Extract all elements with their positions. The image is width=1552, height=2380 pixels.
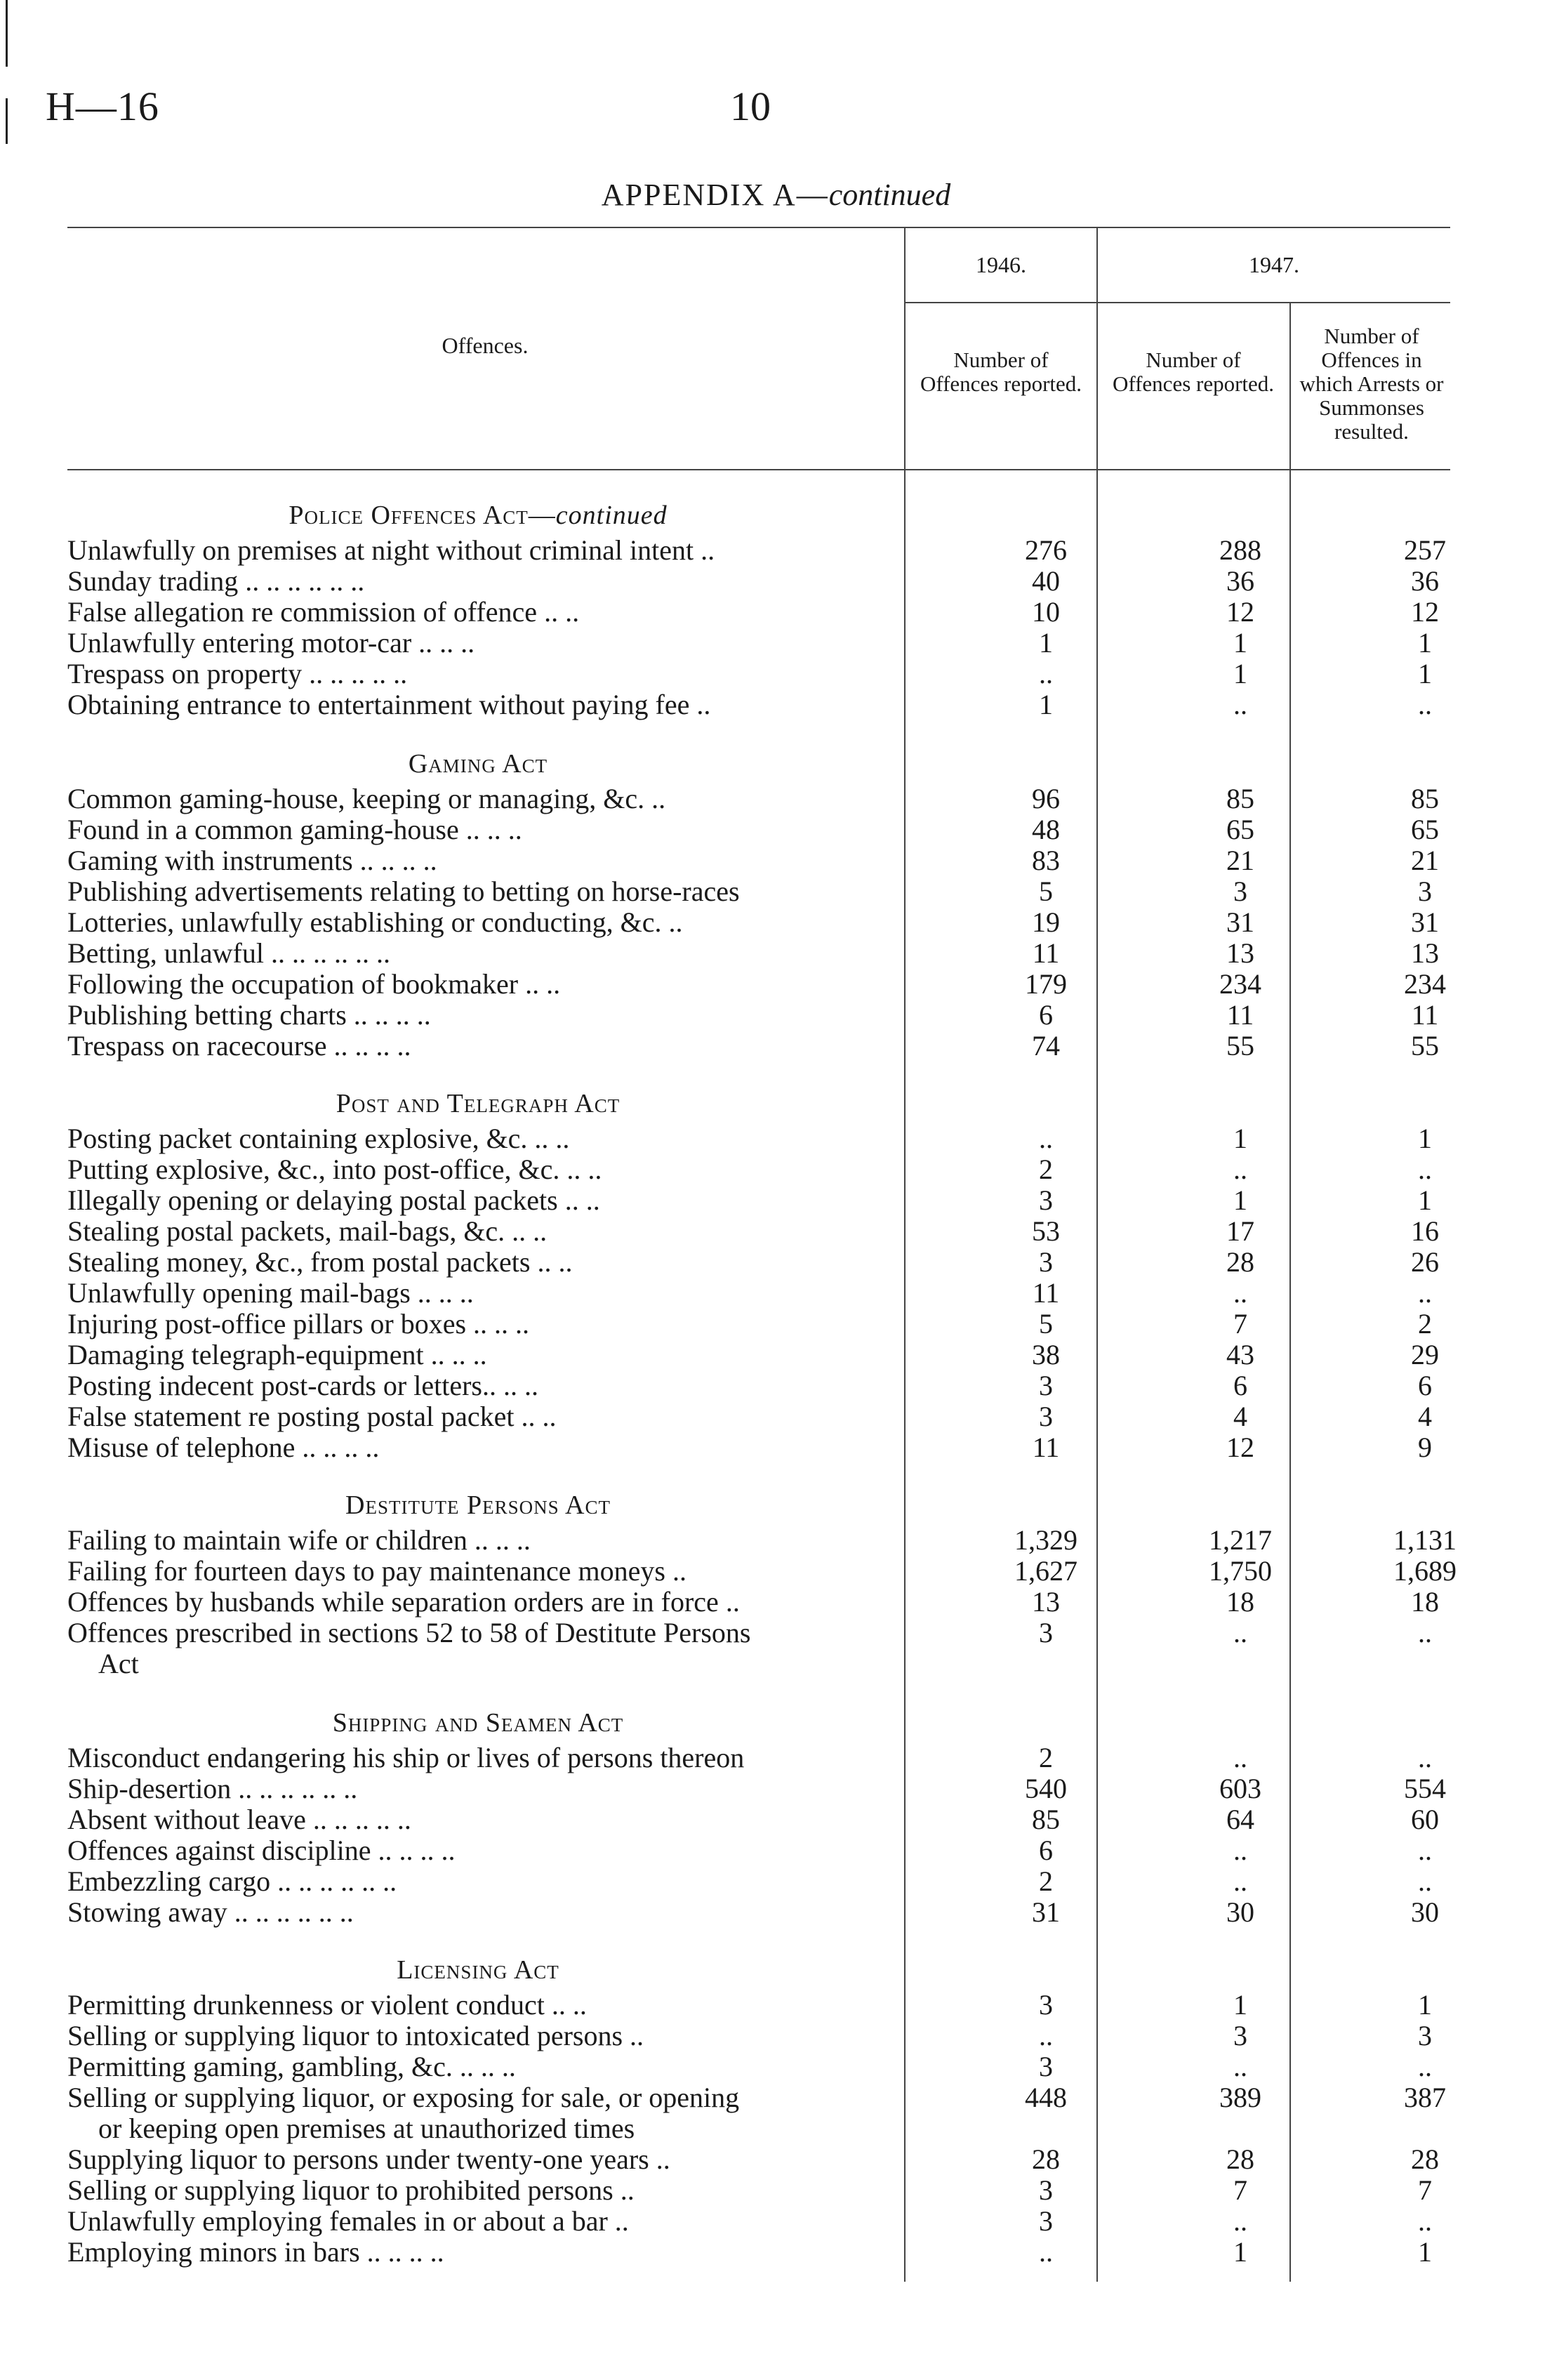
- page-number: 10: [730, 84, 771, 129]
- table-row: [0, 597, 1552, 628]
- value-arrests: ..: [1418, 1742, 1432, 1773]
- value-arrests: 12: [1411, 596, 1439, 628]
- table-row: [0, 1370, 1552, 1401]
- value-arrests: 21: [1411, 845, 1439, 876]
- table-row: [0, 1123, 1552, 1154]
- offence-label: Unlawfully opening mail-bags .. .. ..: [67, 1278, 474, 1309]
- value-arrests: 11: [1411, 999, 1439, 1031]
- header-bottom-rule: [67, 469, 1450, 470]
- table-row: [0, 1897, 1552, 1928]
- value-1947: 30: [1226, 1896, 1254, 1928]
- table-row: [0, 1247, 1552, 1278]
- value-1946: 3: [1039, 1989, 1053, 2021]
- value-1946: 1: [1039, 627, 1053, 659]
- value-1947: 7: [1233, 1308, 1247, 1340]
- appendix-title: [0, 177, 1552, 213]
- value-1947: 1: [1233, 1123, 1247, 1154]
- value-1947: 6: [1233, 1370, 1247, 1401]
- offence-label: Failing to maintain wife or children .. .. ..: [67, 1525, 531, 1556]
- offence-label: Stowing away .. .. .. .. .. ..: [67, 1897, 354, 1928]
- offence-label: Following the occupation of bookmaker .. ..: [67, 969, 561, 1000]
- offence-label: False statement re posting postal packet .. ..: [67, 1401, 557, 1432]
- value-1947: 21: [1226, 845, 1254, 876]
- value-1947: ..: [1233, 1617, 1247, 1648]
- value-arrests: 85: [1411, 783, 1439, 814]
- offence-label: Offences by husbands while separation orders are in force ..: [67, 1587, 740, 1618]
- offence-label: Employing minors in bars .. .. .. ..: [67, 2237, 444, 2268]
- value-arrests: 1: [1418, 658, 1432, 689]
- value-1947: 17: [1226, 1215, 1254, 1247]
- offence-label: Misconduct endangering his ship or lives of persons thereon: [67, 1743, 745, 1773]
- value-arrests: ..: [1418, 1834, 1432, 1866]
- value-arrests: 1: [1418, 1184, 1432, 1216]
- value-1946: ..: [1039, 2236, 1053, 2268]
- table-row: [0, 1031, 1552, 1062]
- offence-label: Failing for fourteen days to pay maintenance moneys ..: [67, 1556, 687, 1587]
- table-row: [0, 1309, 1552, 1340]
- section-title: Shipping and Seamen Act: [332, 1708, 624, 1738]
- value-arrests: 2: [1418, 1308, 1432, 1340]
- table-row: [0, 2237, 1552, 2268]
- table-row: [0, 1804, 1552, 1835]
- value-1946: 53: [1032, 1215, 1060, 1247]
- table-row: [0, 2206, 1552, 2237]
- offence-label: Offences prescribed in sections 52 to 58 of Destitute Persons Act: [67, 1617, 751, 1679]
- value-arrests: ..: [1418, 1617, 1432, 1648]
- value-1946: 3: [1039, 1617, 1053, 1648]
- value-arrests: 1: [1418, 1989, 1432, 2021]
- value-1946: 1,329: [1014, 1524, 1077, 1556]
- offence-label: Gaming with instruments .. .. .. ..: [67, 845, 437, 876]
- value-1946: 40: [1032, 565, 1060, 597]
- offence-label: Illegally opening or delaying postal packets .. ..: [67, 1185, 600, 1216]
- value-1946: 448: [1025, 2082, 1067, 2113]
- value-1947: 1: [1233, 1989, 1247, 2021]
- table-row: [0, 1216, 1552, 1247]
- value-arrests: ..: [1418, 689, 1432, 720]
- value-1946: ..: [1039, 2020, 1053, 2051]
- table-row: [0, 628, 1552, 659]
- value-1947: 389: [1219, 2082, 1261, 2113]
- table-top-rule: [67, 227, 1450, 228]
- value-1946: 31: [1032, 1896, 1060, 1928]
- appendix-title-suffix: continued: [828, 178, 951, 212]
- table-row: [0, 1743, 1552, 1773]
- value-1947: 43: [1226, 1339, 1254, 1370]
- offences-column-header: Offences.: [442, 333, 529, 358]
- value-1946: 48: [1032, 814, 1060, 845]
- value-1947: 12: [1226, 596, 1254, 628]
- value-1947: 65: [1226, 814, 1254, 845]
- value-1946: ..: [1039, 1123, 1053, 1154]
- offence-label: Selling or supplying liquor to prohibited persons ..: [67, 2175, 635, 2206]
- section-title: Destitute Persons Act: [345, 1490, 611, 1520]
- value-arrests: 3: [1418, 2020, 1432, 2051]
- section-title: Licensing Act: [397, 1955, 559, 1985]
- value-1947: 28: [1226, 1246, 1254, 1278]
- table-row: [0, 689, 1552, 720]
- value-1946: 85: [1032, 1804, 1060, 1835]
- value-1947: ..: [1233, 2205, 1247, 2237]
- value-1947: 1: [1233, 658, 1247, 689]
- value-1947: ..: [1233, 2051, 1247, 2082]
- offence-label: Trespass on property .. .. .. .. ..: [67, 659, 408, 689]
- table-row: [0, 1432, 1552, 1463]
- offence-label: Betting, unlawful .. .. .. .. .. ..: [67, 938, 390, 969]
- table-row: [0, 2051, 1552, 2082]
- table-row: [0, 659, 1552, 689]
- offence-label: Posting indecent post-cards or letters.. .. ..: [67, 1370, 538, 1401]
- value-1947: ..: [1233, 1742, 1247, 1773]
- value-1946: 38: [1032, 1339, 1060, 1370]
- value-1946: ..: [1039, 658, 1053, 689]
- offence-label: Stealing money, &c., from postal packets .. ..: [67, 1247, 573, 1278]
- value-1947: 55: [1226, 1030, 1254, 1062]
- value-1947: 28: [1226, 2143, 1254, 2175]
- value-arrests: 13: [1411, 937, 1439, 969]
- value-1946: 276: [1025, 534, 1067, 566]
- value-1947: 3: [1233, 2020, 1247, 2051]
- value-arrests: 387: [1404, 2082, 1446, 2113]
- col-1947-reported-header: Number of Offences reported.: [1112, 348, 1275, 396]
- table-row: [0, 1556, 1552, 1587]
- table-row: [0, 2082, 1552, 2144]
- value-arrests: 65: [1411, 814, 1439, 845]
- table-row: [0, 969, 1552, 1000]
- table-row: [0, 1401, 1552, 1432]
- table-row: [0, 938, 1552, 969]
- value-arrests: ..: [1418, 2205, 1432, 2237]
- offence-label: Supplying liquor to persons under twenty-one years ..: [67, 2144, 670, 2175]
- offence-label: Selling or supplying liquor to intoxicated persons ..: [67, 2021, 644, 2051]
- value-arrests: 18: [1411, 1586, 1439, 1618]
- value-1946: 179: [1025, 968, 1067, 1000]
- table-row: [0, 814, 1552, 845]
- value-1946: 3: [1039, 1370, 1053, 1401]
- value-1946: 2: [1039, 1153, 1053, 1185]
- value-1946: 28: [1032, 2143, 1060, 2175]
- value-1946: 96: [1032, 783, 1060, 814]
- offence-label: Permitting gaming, gambling, &c. .. .. ..: [67, 2051, 516, 2082]
- value-1947: 12: [1226, 1432, 1254, 1463]
- table-row: [0, 2021, 1552, 2051]
- offence-label: Selling or supplying liquor, or exposing for sale, or opening or keeping open premises at unauthorized times: [67, 2082, 740, 2144]
- table-row: [0, 1185, 1552, 1216]
- value-arrests: ..: [1418, 1277, 1432, 1309]
- table-row: [0, 1835, 1552, 1866]
- value-1946: 1,627: [1014, 1555, 1077, 1587]
- value-1947: ..: [1233, 1865, 1247, 1897]
- value-1946: 11: [1032, 937, 1060, 969]
- table-row: [0, 2175, 1552, 2206]
- offence-label: Embezzling cargo .. .. .. .. .. ..: [67, 1866, 397, 1897]
- table-row: [0, 1990, 1552, 2021]
- offence-label: False allegation re commission of offence .. ..: [67, 597, 580, 628]
- value-arrests: 60: [1411, 1804, 1439, 1835]
- value-1946: 5: [1039, 875, 1053, 907]
- year-divider-rule: [906, 302, 1450, 303]
- section-title: Police Offences Act—continued: [288, 501, 668, 530]
- value-arrests: 29: [1411, 1339, 1439, 1370]
- offence-label: Absent without leave .. .. .. .. ..: [67, 1804, 411, 1835]
- value-1947: 1: [1233, 627, 1247, 659]
- value-1946: 3: [1039, 2051, 1053, 2082]
- value-arrests: 1,689: [1393, 1555, 1457, 1587]
- value-1946: 2: [1039, 1865, 1053, 1897]
- value-arrests: 55: [1411, 1030, 1439, 1062]
- scan-edge-mark: [6, 98, 8, 144]
- table-row: [0, 535, 1552, 566]
- table-row: [0, 1278, 1552, 1309]
- value-arrests: 1: [1418, 1123, 1432, 1154]
- value-arrests: 26: [1411, 1246, 1439, 1278]
- value-arrests: 30: [1411, 1896, 1439, 1928]
- offence-label: Sunday trading .. .. .. .. .. ..: [67, 566, 365, 597]
- year-1946-header: 1946.: [976, 252, 1026, 277]
- value-1946: 2: [1039, 1742, 1053, 1773]
- value-1946: 3: [1039, 2205, 1053, 2237]
- value-1947: 7: [1233, 2174, 1247, 2206]
- value-1947: 603: [1219, 1773, 1261, 1804]
- value-1947: 1,750: [1209, 1555, 1272, 1587]
- offence-label: Stealing postal packets, mail-bags, &c. .. ..: [67, 1216, 548, 1247]
- value-1947: 1,217: [1209, 1524, 1272, 1556]
- year-1947-header: 1947.: [1249, 252, 1299, 277]
- value-arrests: 3: [1418, 875, 1432, 907]
- table-row: [0, 1773, 1552, 1804]
- value-arrests: 36: [1411, 565, 1439, 597]
- table-row: [0, 876, 1552, 907]
- value-1947: 288: [1219, 534, 1261, 566]
- value-1946: 83: [1032, 845, 1060, 876]
- value-1946: 3: [1039, 2174, 1053, 2206]
- document-id: H—16: [46, 84, 159, 129]
- value-1947: 13: [1226, 937, 1254, 969]
- value-1946: 11: [1032, 1277, 1060, 1309]
- offence-label: Trespass on racecourse .. .. .. ..: [67, 1031, 411, 1062]
- value-1947: ..: [1233, 1153, 1247, 1185]
- value-1946: 3: [1039, 1401, 1053, 1432]
- offence-label: Unlawfully entering motor-car .. .. ..: [67, 628, 475, 659]
- offence-label: Publishing betting charts .. .. .. ..: [67, 1000, 431, 1031]
- scan-edge-mark: [6, 0, 8, 67]
- value-arrests: 1,131: [1393, 1524, 1457, 1556]
- table-row: [0, 1525, 1552, 1556]
- value-1947: 1: [1233, 1184, 1247, 1216]
- value-arrests: 1: [1418, 627, 1432, 659]
- table-row: [0, 1866, 1552, 1897]
- offence-label: Damaging telegraph-equipment .. .. ..: [67, 1340, 487, 1370]
- section-title: Gaming Act: [408, 749, 548, 779]
- value-1947: 31: [1226, 906, 1254, 938]
- offence-label: Injuring post-office pillars or boxes .. .. ..: [67, 1309, 530, 1340]
- table-row: [0, 1000, 1552, 1031]
- offence-label: Found in a common gaming-house .. .. ..: [67, 814, 522, 845]
- offence-label: Offences against discipline .. .. .. ..: [67, 1835, 456, 1866]
- offence-label: Lotteries, unlawfully establishing or conducting, &c. ..: [67, 907, 683, 938]
- value-arrests: ..: [1418, 2051, 1432, 2082]
- value-1947: 11: [1226, 999, 1254, 1031]
- value-arrests: ..: [1418, 1153, 1432, 1185]
- offence-label: Permitting drunkenness or violent conduct .. ..: [67, 1990, 587, 2021]
- value-1946: 74: [1032, 1030, 1060, 1062]
- value-1946: 11: [1032, 1432, 1060, 1463]
- value-1946: 13: [1032, 1586, 1060, 1618]
- value-1947: ..: [1233, 1834, 1247, 1866]
- table-row: [0, 1587, 1552, 1618]
- offence-label: Obtaining entrance to entertainment without paying fee ..: [67, 689, 711, 720]
- offence-label: Misuse of telephone .. .. .. ..: [67, 1432, 380, 1463]
- offence-label: Unlawfully on premises at night without criminal intent ..: [67, 535, 715, 566]
- value-arrests: 257: [1404, 534, 1446, 566]
- offence-label: Posting packet containing explosive, &c. .. ..: [67, 1123, 570, 1154]
- value-arrests: ..: [1418, 1865, 1432, 1897]
- offence-label: Putting explosive, &c., into post-office, &c. .. ..: [67, 1154, 602, 1185]
- value-1946: 3: [1039, 1184, 1053, 1216]
- value-1947: ..: [1233, 1277, 1247, 1309]
- table-row: [0, 907, 1552, 938]
- value-1947: 36: [1226, 565, 1254, 597]
- offence-label: Common gaming-house, keeping or managing, &c. ..: [67, 784, 666, 814]
- table-row: [0, 2144, 1552, 2175]
- offence-label: Ship-desertion .. .. .. .. .. ..: [67, 1773, 358, 1804]
- value-arrests: 16: [1411, 1215, 1439, 1247]
- value-1946: 19: [1032, 906, 1060, 938]
- col-1947-arrests-header: Number of Offences in which Arrests or Summonses resulted.: [1299, 324, 1444, 444]
- appendix-title-main: APPENDIX A—: [601, 178, 829, 212]
- table-row: [0, 1340, 1552, 1370]
- value-1947: ..: [1233, 689, 1247, 720]
- value-arrests: 9: [1418, 1432, 1432, 1463]
- value-arrests: 554: [1404, 1773, 1446, 1804]
- value-arrests: 1: [1418, 2236, 1432, 2268]
- value-1947: 85: [1226, 783, 1254, 814]
- value-1946: 6: [1039, 999, 1053, 1031]
- value-1947: 64: [1226, 1804, 1254, 1835]
- value-arrests: 6: [1418, 1370, 1432, 1401]
- value-1946: 10: [1032, 596, 1060, 628]
- value-1946: 6: [1039, 1834, 1053, 1866]
- value-arrests: 234: [1404, 968, 1446, 1000]
- value-1947: 18: [1226, 1586, 1254, 1618]
- value-1947: 4: [1233, 1401, 1247, 1432]
- value-arrests: 28: [1411, 2143, 1439, 2175]
- section-title: Post and Telegraph Act: [336, 1089, 621, 1118]
- col-1946-reported-header: Number of Offences reported.: [920, 348, 1082, 396]
- table-row: [0, 566, 1552, 597]
- value-1946: 3: [1039, 1246, 1053, 1278]
- value-1947: 1: [1233, 2236, 1247, 2268]
- offence-label: Unlawfully employing females in or about a bar ..: [67, 2206, 629, 2237]
- table-row: [0, 1154, 1552, 1185]
- table-row: [0, 845, 1552, 876]
- value-arrests: 4: [1418, 1401, 1432, 1432]
- value-1947: 234: [1219, 968, 1261, 1000]
- value-1946: 540: [1025, 1773, 1067, 1804]
- value-arrests: 31: [1411, 906, 1439, 938]
- offence-label: Publishing advertisements relating to betting on horse-races: [67, 876, 740, 907]
- table-row: [0, 784, 1552, 814]
- value-1947: 3: [1233, 875, 1247, 907]
- value-1946: 5: [1039, 1308, 1053, 1340]
- table-row: [0, 1618, 1552, 1679]
- value-arrests: 7: [1418, 2174, 1432, 2206]
- value-1946: 1: [1039, 689, 1053, 720]
